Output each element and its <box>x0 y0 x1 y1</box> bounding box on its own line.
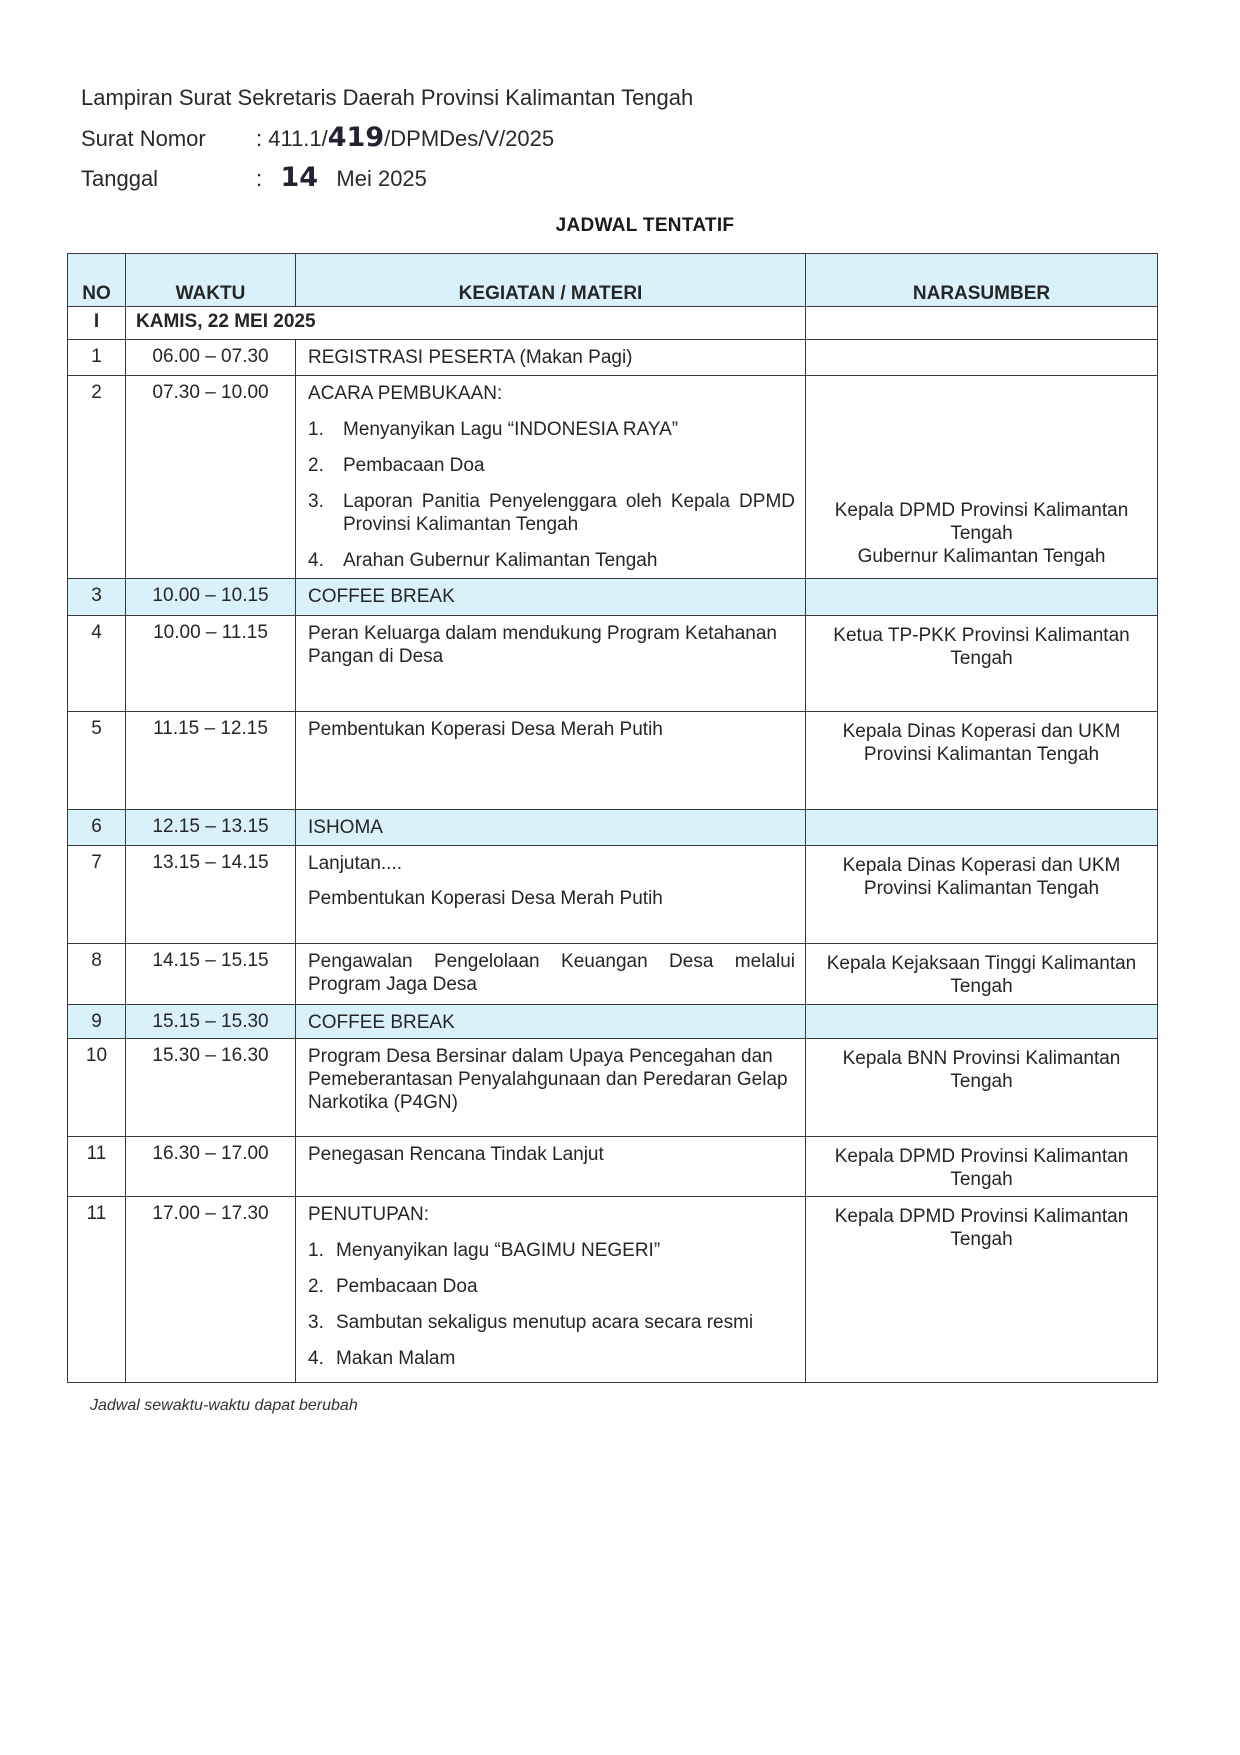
row-speaker: Kepala Dinas Koperasi dan UKM Provinsi Kalimantan Tengah <box>806 712 1158 810</box>
section-empty <box>806 307 1158 340</box>
list-item <box>308 1275 795 1298</box>
row-no: 11 <box>68 1137 126 1197</box>
list-item <box>308 1347 795 1370</box>
activity-continued-title: Pembentukan Koperasi Desa Merah Putih <box>308 888 663 909</box>
section-label: KAMIS, 22 MEI 2025 <box>126 307 806 340</box>
handwritten-number: 419 <box>327 122 385 153</box>
row-time: 17.00 – 17.30 <box>126 1197 296 1383</box>
row-time: 06.00 – 07.30 <box>126 340 296 376</box>
row-activity: Pengawalan Pengelolaan Keuangan Desa melalui Program Jaga Desa <box>296 944 806 1005</box>
list-item-number: 2. <box>308 1276 324 1297</box>
header-speaker: NARASUMBER <box>806 254 1158 307</box>
row-speaker <box>806 340 1158 376</box>
table-row <box>68 1197 1158 1383</box>
list-item-number: 4. <box>308 1348 324 1369</box>
list-item-text: Menyanyikan Lagu “INDONESIA RAYA” <box>343 419 679 440</box>
list-item-number: 1. <box>308 1240 324 1261</box>
row-no: 7 <box>68 846 126 944</box>
row-speaker <box>806 1005 1158 1039</box>
list-item-number: 4. <box>308 550 324 571</box>
letter-date-colon: : <box>256 166 263 191</box>
list-item <box>308 1311 795 1334</box>
row-activity: Program Desa Bersinar dalam Upaya Pencegahan dan Pemeberantasan Penyalahgunaan dan Peredaran Gelap Narkotika (P4GN) <box>296 1039 806 1137</box>
list-item <box>308 1239 795 1262</box>
row-no: 6 <box>68 810 126 846</box>
letter-number-line <box>81 118 693 158</box>
row-speaker <box>806 579 1158 616</box>
row-time: 15.30 – 16.30 <box>126 1039 296 1137</box>
list-item-number: 3. <box>308 491 324 512</box>
list-item-number: 1. <box>308 419 324 440</box>
row-no: 1 <box>68 340 126 376</box>
handwritten-day: 14 <box>280 162 319 193</box>
letter-number-suffix: /DPMDes/V/2025 <box>384 126 555 151</box>
list-item <box>308 549 795 572</box>
activity-list <box>308 418 795 572</box>
speaker-line-1: Kepala DPMD Provinsi Kalimantan Tengah <box>834 500 1129 544</box>
table-row <box>68 616 1158 712</box>
row-speaker: Kepala DPMD Provinsi Kalimantan Tengah <box>806 1137 1158 1197</box>
row-time: 07.30 – 10.00 <box>126 376 296 579</box>
table-row <box>68 944 1158 1005</box>
row-activity <box>296 1197 806 1383</box>
table-row <box>68 1039 1158 1137</box>
row-speaker: Kepala Kejaksaan Tinggi Kalimantan Tengah <box>806 944 1158 1005</box>
activity-heading: ACARA PEMBUKAAN: <box>308 383 503 404</box>
section-row <box>68 307 1158 340</box>
list-item-text: Arahan Gubernur Kalimantan Tengah <box>343 550 658 571</box>
row-activity: REGISTRASI PESERTA (Makan Pagi) <box>296 340 806 376</box>
row-activity: COFFEE BREAK <box>296 1005 806 1039</box>
list-item <box>308 490 795 536</box>
row-no: 8 <box>68 944 126 1005</box>
row-no: 2 <box>68 376 126 579</box>
activity-continued: Lanjutan.... <box>308 853 403 874</box>
schedule-table <box>67 253 1158 1383</box>
row-activity <box>296 846 806 944</box>
list-item-text: Menyanyikan lagu “BAGIMU NEGERI” <box>336 1240 661 1261</box>
row-no: 9 <box>68 1005 126 1039</box>
footnote: Jadwal sewaktu-waktu dapat berubah <box>90 1397 358 1414</box>
row-time: 10.00 – 10.15 <box>126 579 296 616</box>
list-item-text: Laporan Panitia Penyelenggara oleh Kepala DPMD Provinsi Kalimantan Tengah <box>343 491 795 535</box>
row-time: 14.15 – 15.15 <box>126 944 296 1005</box>
row-no: 3 <box>68 579 126 616</box>
table-row <box>68 1005 1158 1039</box>
header-time: WAKTU <box>126 254 296 307</box>
header-activity: KEGIATAN / MATERI <box>296 254 806 307</box>
activity-list <box>308 1239 795 1370</box>
letter-number-label: Surat Nomor <box>81 126 206 151</box>
table-row <box>68 376 1158 579</box>
list-item <box>308 418 795 441</box>
row-time: 15.15 – 15.30 <box>126 1005 296 1039</box>
row-activity: Penegasan Rencana Tindak Lanjut <box>296 1137 806 1197</box>
table-header-row <box>68 254 1158 307</box>
letter-number-prefix: : 411.1/ <box>256 126 328 151</box>
row-time: 10.00 – 11.15 <box>126 616 296 712</box>
table-row <box>68 579 1158 616</box>
speaker-line-2: Gubernur Kalimantan Tengah <box>857 546 1106 567</box>
row-speaker: Ketua TP-PKK Provinsi Kalimantan Tengah <box>806 616 1158 712</box>
letter-date-suffix: Mei 2025 <box>336 166 427 191</box>
row-speaker: Kepala DPMD Provinsi Kalimantan Tengah <box>806 1197 1158 1383</box>
row-speaker <box>806 810 1158 846</box>
section-no: I <box>68 307 126 340</box>
row-time: 16.30 – 17.00 <box>126 1137 296 1197</box>
row-no: 4 <box>68 616 126 712</box>
activity-heading: PENUTUPAN: <box>308 1204 430 1225</box>
row-time: 13.15 – 14.15 <box>126 846 296 944</box>
row-no: 5 <box>68 712 126 810</box>
list-item-number: 3. <box>308 1312 324 1333</box>
row-activity: COFFEE BREAK <box>296 579 806 616</box>
row-activity <box>296 376 806 579</box>
row-activity: Peran Keluarga dalam mendukung Program Ketahanan Pangan di Desa <box>296 616 806 712</box>
row-time: 11.15 – 12.15 <box>126 712 296 810</box>
row-no: 11 <box>68 1197 126 1383</box>
letter-date-label: Tanggal <box>81 166 159 191</box>
row-activity: ISHOMA <box>296 810 806 846</box>
list-item-text: Makan Malam <box>336 1348 456 1369</box>
letter-header <box>81 78 693 198</box>
list-item <box>308 454 795 477</box>
page-title: JADWAL TENTATIF <box>555 215 735 236</box>
letter-date-line <box>81 158 693 198</box>
list-item-text: Pembacaan Doa <box>343 455 485 476</box>
list-item-text: Pembacaan Doa <box>336 1276 478 1297</box>
row-speaker: Kepala Dinas Koperasi dan UKM Provinsi Kalimantan Tengah <box>806 846 1158 944</box>
attachment-line: Lampiran Surat Sekretaris Daerah Provinsi Kalimantan Tengah <box>81 85 694 110</box>
list-item-number: 2. <box>308 455 324 476</box>
row-no: 10 <box>68 1039 126 1137</box>
table-row <box>68 810 1158 846</box>
list-item-text: Sambutan sekaligus menutup acara secara resmi <box>336 1312 754 1333</box>
header-no: NO <box>68 254 126 307</box>
row-time: 12.15 – 13.15 <box>126 810 296 846</box>
table-row <box>68 712 1158 810</box>
table-row <box>68 1137 1158 1197</box>
row-activity: Pembentukan Koperasi Desa Merah Putih <box>296 712 806 810</box>
table-row <box>68 846 1158 944</box>
row-speaker <box>806 376 1158 579</box>
table-row <box>68 340 1158 376</box>
row-speaker: Kepala BNN Provinsi Kalimantan Tengah <box>806 1039 1158 1137</box>
